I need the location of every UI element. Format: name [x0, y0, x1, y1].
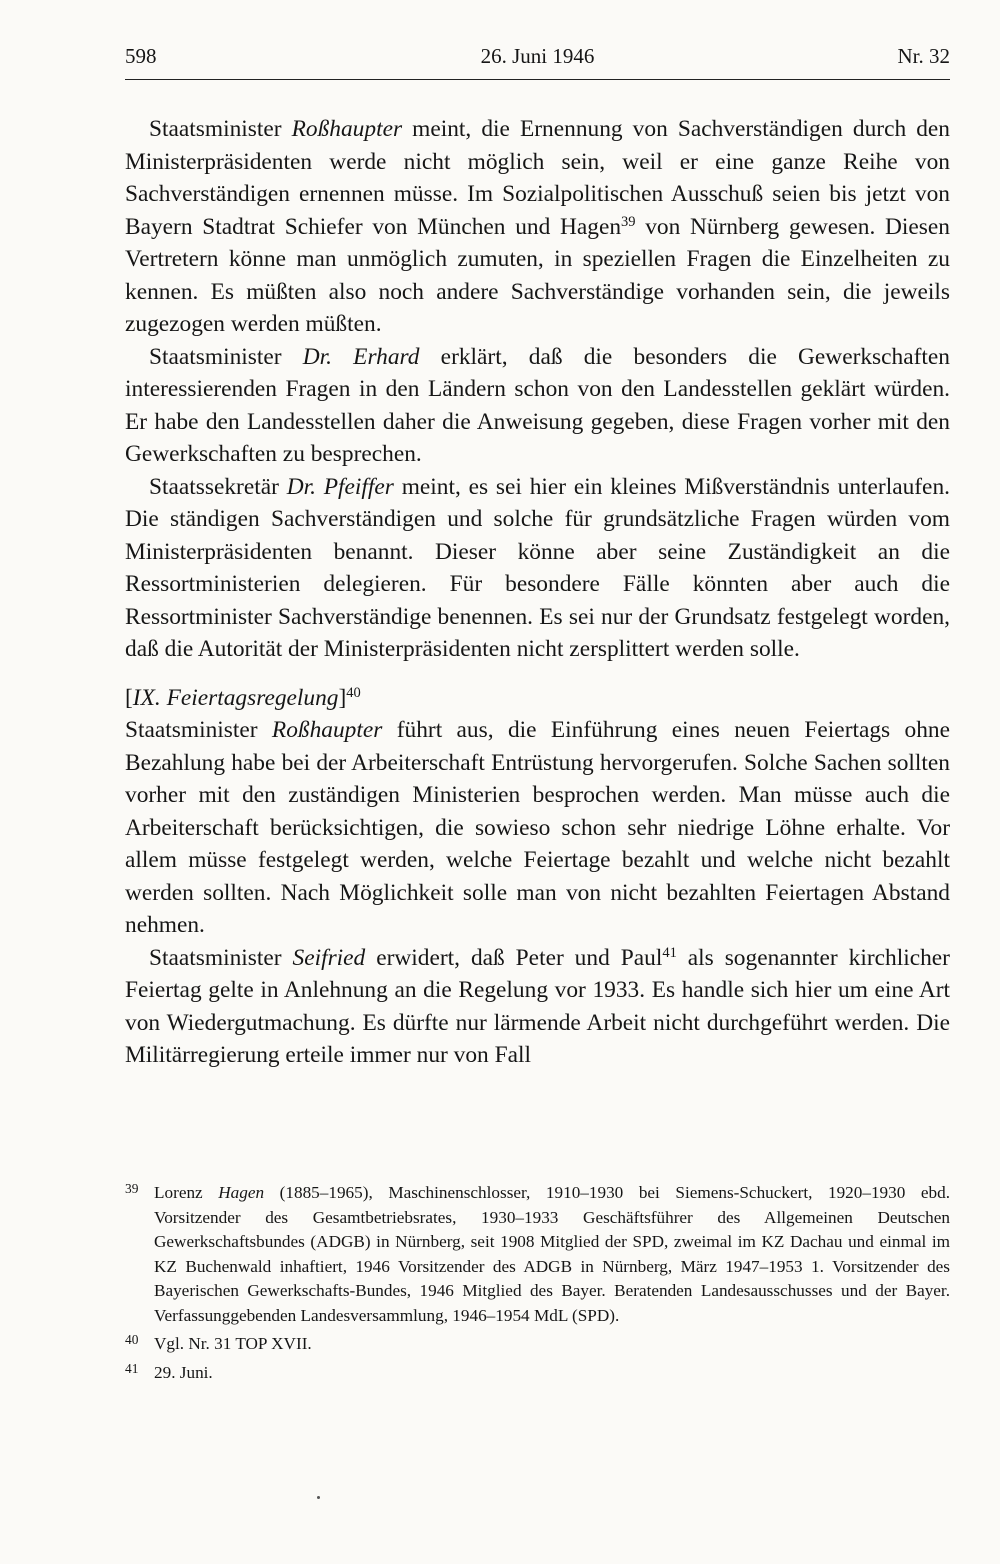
paragraph-text: führt aus, die Einführung eines neuen Feiertags ohne Bezahlung habe bei der Arbeiterschaft Entrüstung hervorgerufen. Solche Sachen sollten vorher mit den zuständigen Ministerien besprochen werden. Man müsse auch die Arbeiterschaft berücksichtigen, die sowieso schon sehr niedrige Löhne erhalte. Vor allem müsse festgelegt werden, welche Feiertage bezahlt und welche nicht bezahlt werden sollten. Nach Möglichkeit solle man von nicht bezahlten Feiertagen Abstand nehmen.	[125, 717, 950, 938]
footnote-text: Vgl. Nr. 31 TOP XVII.	[154, 1334, 312, 1353]
footnote-ref-41[interactable]: 41	[662, 944, 677, 961]
speaker-title: Staatsminister	[149, 116, 292, 142]
footnote-ref-39[interactable]: 39	[621, 213, 636, 230]
header-date: 26. Juni 1946	[480, 44, 595, 68]
document-number: Nr. 32	[897, 44, 950, 68]
paragraph-erhard	[125, 341, 950, 471]
paragraph-pfeiffer	[125, 471, 950, 666]
speaker-name: Roßhaupter	[271, 717, 383, 743]
paragraph-text: als sogenannter kirchlicher Feiertag gelte in Anlehnung an die Regelung vor 1933. Es handle sich hier um eine Art von Wiedergutmachung. Es dürfte nur lärmende Arbeit nicht durchgeführt werden. Die Militärregierung erteile immer nur von Fall	[125, 944, 950, 1068]
paragraph-text: meint, es sei hier ein kleines Mißverständnis unterlaufen. Die ständigen Sachverständigen und solche für grundsätzliche Fragen würden vom Ministerpräsidenten benannt. Dieser könne aber seine Zuständigkeit an die Ressortministerien delegieren. Für besondere Fälle könnten aber auch die Ressortminister Sachverständige benennen. Es sei nur der Grundsatz festgelegt worden, daß die Autorität der Ministerpräsidenten nicht zersplittert werden solle.	[125, 473, 950, 662]
stray-mark	[317, 1496, 320, 1499]
speaker-title: Staatsminister	[125, 717, 272, 743]
running-header	[125, 44, 950, 80]
footnote-41	[125, 1361, 950, 1386]
heading-bracket-open: [	[125, 684, 133, 711]
footnote-39	[125, 1181, 950, 1328]
speaker-name: Seifried	[292, 944, 366, 971]
speaker-title: Staatssekretär	[149, 473, 287, 500]
footnotes	[125, 1181, 950, 1385]
footnote-number-label: 39	[125, 1181, 139, 1197]
paragraph-text: meint, die Ernennung von Sachverständigen durch den Ministerpräsidenten werde nicht möglich sein, weil er eine ganze Reihe von Sachverständigen ernennen müsse. Im Sozialpolitischen Ausschuß seien bis jetzt von Bayern Stadtrat Schiefer von München und Hagen	[125, 116, 950, 240]
footnote-text: (1885–1965), Maschinenschlosser, 1910–1930 bei Siemens-Schuckert, 1920–1930 ebd. Vorsitzender des Gesamtbetriebsrates, 1930–1933 Geschäftsführer des Allgemeinen Deutschen Gewerkschaftsbundes (ADGB) in Nürnberg, seit 1908 Mitglied der SPD, zweimal im KZ Dachau und einmal im KZ Buchenwald inhaftiert, 1946 Vorsitzender des ADGB in Nürnberg, März 1947–1953 1. Vorsitzender des Bayerischen Gewerkschafts-Bundes, 1946 Mitglied des Bayer. Beratenden Landesausschusses und der Bayer. Verfassunggebenden Landesversammlung, 1946–1954 MdL (SPD).	[154, 1183, 951, 1325]
header-rule	[125, 79, 950, 80]
section-heading	[125, 682, 950, 715]
heading-title: IX. Feiertagsregelung	[132, 684, 339, 711]
paragraph-text: von Nürnberg gewesen. Diesen Vertretern könne man unmöglich zumuten, in speziellen Fragen die Einzelheiten zu kennen. Es müßten also noch andere Sachverständige vorhanden sein, die jeweils zugezogen werden müßten.	[125, 213, 950, 337]
footnote-number	[125, 1361, 138, 1386]
paragraph-text: erwidert, daß Peter und Paul	[365, 944, 663, 971]
paragraph-seifried	[125, 942, 950, 1072]
footnote-number	[125, 1181, 138, 1206]
footnote-text: 29. Juni.	[154, 1362, 213, 1382]
paragraph-rosshaupter-2	[125, 714, 950, 942]
speaker-name: Roßhaupter	[291, 116, 403, 142]
footnote-number-label: 40	[125, 1332, 139, 1348]
paragraph-text: erklärt, daß die besonders die Gewerkschaften interessierenden Fragen in den Ländern schon von den Landesstellen geklärt würden. Er habe den Landesstellen daher die Anweisung gegeben, diese Fragen vorher mit den Gewerkschaften zu besprechen.	[125, 343, 950, 467]
heading-bracket-close: ]	[338, 684, 347, 711]
footnote-name: Hagen	[218, 1183, 265, 1202]
footnote-40	[125, 1332, 950, 1357]
footnote-number	[125, 1332, 138, 1357]
footnote-number-label: 41	[125, 1360, 139, 1376]
speaker-name: Dr. Pfeiffer	[286, 473, 394, 500]
speaker-title: Staatsminister	[149, 944, 293, 971]
paragraph-rosshaupter-1	[125, 113, 950, 341]
speaker-name: Dr. Erhard	[302, 343, 420, 370]
speaker-title: Staatsminister	[149, 343, 303, 370]
footnote-text: Lorenz	[154, 1183, 219, 1202]
footnote-ref-40[interactable]: 40	[346, 684, 361, 701]
page-number: 598	[125, 44, 157, 68]
main-text	[125, 113, 950, 1072]
